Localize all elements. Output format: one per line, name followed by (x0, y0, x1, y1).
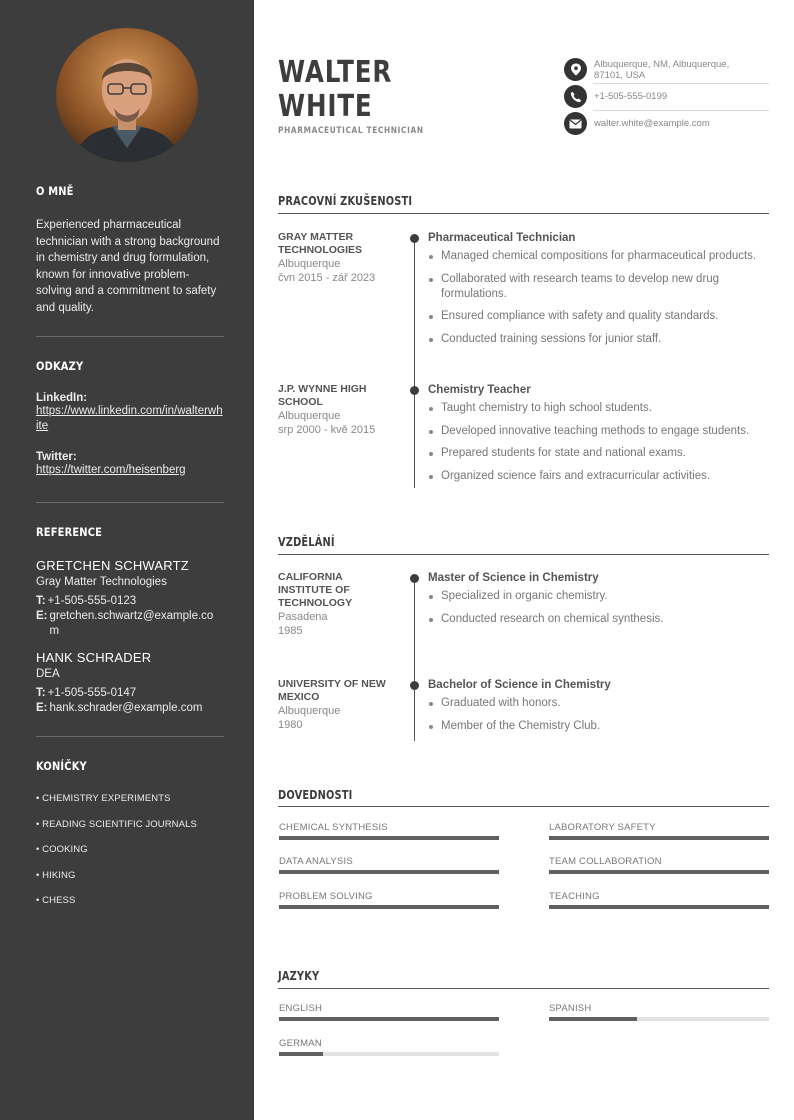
hobbies-list (36, 793, 224, 921)
experience-title: PRACOVNÍ ZKUŠENOSTI (278, 194, 413, 208)
hobby-item: • COOKING (36, 844, 88, 855)
skill-bar-fill (279, 870, 499, 874)
entry-location: Pasadena (278, 611, 328, 623)
phone-label: T: (36, 595, 46, 607)
skill-name: PROBLEM SOLVING (279, 891, 373, 902)
skill-bar-fill (549, 836, 769, 840)
entry-bullets (428, 589, 769, 627)
reference-email (36, 609, 224, 639)
reference-company: DEA (36, 668, 60, 680)
section-rule (278, 213, 769, 214)
skill-name: CHEMICAL SYNTHESIS (279, 822, 388, 833)
language-bar-fill (279, 1052, 323, 1056)
link-label: LinkedIn: (36, 392, 88, 404)
bullet-item: Specialized in organic chemistry. (428, 589, 769, 604)
skill-item (279, 856, 499, 874)
linkedin-link[interactable]: https://www.linkedin.com/in/walterwhite (36, 405, 223, 432)
links-title: ODKAZY (36, 359, 84, 373)
section-rule (278, 554, 769, 555)
entry-location: Albuquerque (278, 705, 341, 717)
skill-bar (549, 836, 769, 840)
entry-role: Bachelor of Science in Chemistry (428, 679, 611, 691)
phone-label: T: (36, 687, 46, 699)
bullet-item: Managed chemical compositions for pharmaceutical products. (428, 249, 769, 264)
bullet-item: Member of the Chemistry Club. (428, 719, 769, 734)
first-name: WALTER (278, 55, 393, 90)
entry-role: Chemistry Teacher (428, 384, 531, 396)
entry-role: Pharmaceutical Technician (428, 232, 576, 244)
entry-dates: 1980 (278, 719, 303, 731)
skill-bar (279, 870, 499, 874)
education-title: VZDĚLÁNÍ (278, 535, 335, 549)
link-twitter (36, 451, 224, 478)
phone-icon (564, 85, 587, 108)
bullet-item: Developed innovative teaching methods to engage students. (428, 424, 769, 439)
section-rule (278, 988, 769, 989)
skill-bar-fill (279, 905, 499, 909)
language-bar-fill (279, 1017, 499, 1021)
email-value: hank.schrader@example.com (49, 702, 203, 714)
entry-org: J.P. WYNNE HIGH SCHOOL (278, 383, 367, 408)
language-item (279, 1038, 499, 1056)
reference-name: GRETCHEN SCHWARTZ (36, 558, 189, 573)
timeline-line (414, 576, 415, 741)
bullet-item: Ensured compliance with safety and quality standards. (428, 309, 769, 324)
skill-item (549, 822, 769, 840)
reference-item (36, 558, 224, 639)
hobby-item: • CHEMISTRY EXPERIMENTS (36, 793, 171, 804)
hobbies-section (36, 759, 224, 773)
person-name (278, 56, 392, 124)
skill-name: DATA ANALYSIS (279, 856, 353, 867)
entry-location: Albuquerque (278, 258, 341, 270)
timeline-line (414, 236, 415, 488)
skill-name: TEACHING (549, 891, 600, 902)
contact-divider (593, 83, 769, 84)
about-section (36, 184, 224, 198)
languages-title: JAZYKY (278, 969, 320, 983)
reference-name: HANK SCHRADER (36, 650, 152, 665)
language-name: SPANISH (549, 1003, 592, 1014)
reference-phone (36, 594, 224, 609)
language-bar (279, 1017, 499, 1021)
language-name: GERMAN (279, 1038, 322, 1049)
entry-meta (278, 383, 396, 437)
last-name: WHITE (278, 89, 373, 124)
entry-dates: srp 2000 - kvě 2015 (278, 424, 376, 436)
skill-item (279, 822, 499, 840)
hobby-item: • HIKING (36, 869, 76, 881)
hobbies-title: KONÍČKY (36, 759, 87, 773)
twitter-link[interactable]: https://twitter.com/heisenberg (36, 464, 186, 476)
entry-location: Albuquerque (278, 410, 341, 422)
section-rule (278, 806, 769, 807)
timeline-dot (410, 234, 419, 243)
language-bar (279, 1052, 499, 1056)
contact-email (564, 112, 769, 135)
language-bar-fill (549, 1017, 637, 1021)
skill-bar-fill (549, 870, 769, 874)
entry-org: GRAY MATTER TECHNOLOGIES (278, 231, 363, 256)
envelope-icon (564, 112, 587, 135)
reference-phone (36, 686, 224, 701)
language-item (279, 1003, 499, 1021)
entry-details (428, 678, 769, 741)
entry-meta (278, 571, 396, 638)
phone-value: +1-505-555-0147 (47, 687, 137, 699)
skill-bar-fill (549, 905, 769, 909)
bullet-item: Collaborated with research teams to develop new drug formulations. (428, 272, 769, 302)
timeline-dot (410, 386, 419, 395)
entry-bullets (428, 401, 769, 484)
bullet-item: Prepared students for state and national exams. (428, 446, 769, 461)
entry-bullets (428, 696, 769, 734)
bullet-item: Conducted research on chemical synthesis. (428, 612, 769, 627)
reference-email (36, 701, 224, 716)
job-title: PHARMACEUTICAL TECHNICIAN (278, 126, 424, 136)
skill-item (279, 891, 499, 909)
skill-bar (549, 870, 769, 874)
language-name: ENGLISH (279, 1003, 323, 1014)
email-text[interactable]: walter.white@example.com (594, 118, 710, 129)
hobby-item: • READING SCIENTIFIC JOURNALS (36, 818, 197, 830)
links-section (36, 359, 224, 373)
entry-dates: čvn 2015 - zář 2023 (278, 272, 376, 284)
link-linkedin (36, 392, 224, 434)
entry-details (428, 231, 769, 354)
contact-phone (564, 85, 769, 108)
entry-org: CALIFORNIA INSTITUTE OF TECHNOLOGY (278, 571, 353, 609)
skill-bar-fill (279, 836, 499, 840)
skill-item (549, 891, 769, 909)
skills-title: DOVEDNOSTI (278, 788, 353, 802)
email-label: E: (36, 610, 48, 622)
location-pin-icon (564, 58, 587, 81)
reference-item (36, 650, 224, 716)
sidebar-divider (36, 736, 224, 737)
email-value: gretchen.schwartz@example.com (49, 610, 214, 637)
timeline-dot (410, 681, 419, 690)
references-section (36, 525, 224, 539)
about-text: Experienced pharmaceutical technician with a strong background in chemistry and drug formulation, known for innovative problem-solving and a commitment to safety and quality. (36, 219, 220, 314)
sidebar-divider (36, 336, 224, 337)
bullet-item: Taught chemistry to high school students. (428, 401, 769, 416)
link-label: Twitter: (36, 451, 77, 463)
entry-org: UNIVERSITY OF NEW MEXICO (278, 678, 386, 703)
skill-bar (549, 905, 769, 909)
timeline-dot (410, 574, 419, 583)
entry-details (428, 571, 769, 634)
entry-role: Master of Science in Chemistry (428, 572, 599, 584)
references-title: REFERENCE (36, 525, 103, 539)
email-label: E: (36, 702, 48, 714)
contact-address (564, 58, 769, 81)
hobby-item: • CHESS (36, 895, 76, 906)
entry-dates: 1985 (278, 625, 303, 637)
bullet-item: Graduated with honors. (428, 696, 769, 711)
bullet-item: Organized science fairs and extracurricular activities. (428, 469, 769, 484)
skill-item (549, 856, 769, 874)
skill-name: LABORATORY SAFETY (549, 822, 656, 833)
skill-name: TEAM COLLABORATION (549, 856, 662, 867)
address-text: Albuquerque, NM, Albuquerque, 87101, USA (594, 58, 730, 81)
phone-text: +1-505-555-0199 (594, 91, 668, 102)
entry-meta (278, 231, 396, 285)
skill-bar (279, 836, 499, 840)
about-title: O MNĚ (36, 184, 74, 198)
profile-photo (56, 28, 198, 162)
entry-bullets (428, 249, 769, 347)
entry-meta (278, 678, 396, 732)
language-item (549, 1003, 769, 1021)
language-bar (549, 1017, 769, 1021)
skill-bar (279, 905, 499, 909)
phone-value: +1-505-555-0123 (47, 595, 137, 607)
sidebar (0, 0, 254, 1120)
contact-divider (593, 110, 769, 111)
sidebar-divider (36, 502, 224, 503)
reference-company: Gray Matter Technologies (36, 576, 167, 588)
bullet-item: Conducted training sessions for junior staff. (428, 332, 769, 347)
entry-details (428, 383, 769, 491)
